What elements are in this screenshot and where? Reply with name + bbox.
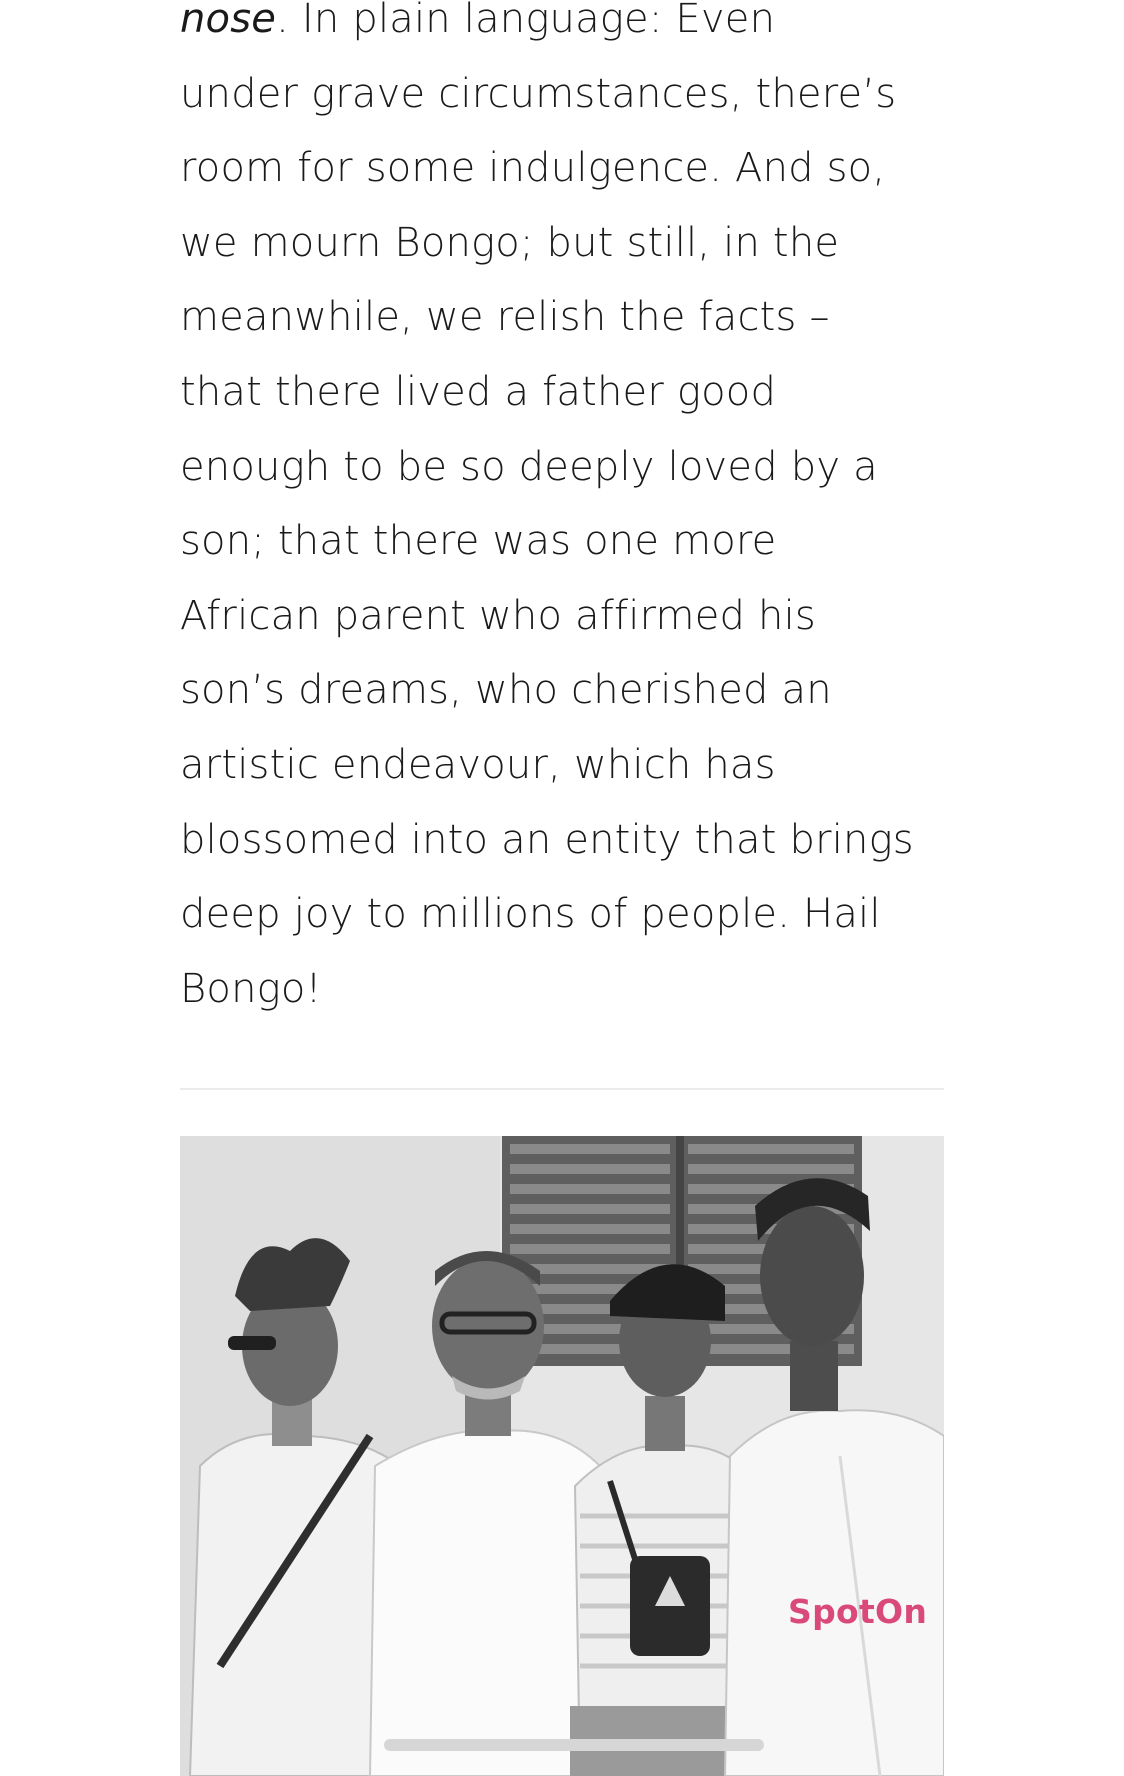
paragraph-line: African parent who affirmed his: [180, 592, 816, 639]
watermark-logo: SpotOn: [788, 1592, 928, 1631]
paragraph-line: son; that there was one more: [180, 518, 777, 565]
paragraph-line: blossomed into an entity that brings: [180, 816, 914, 863]
group-photo-illustration: [180, 1136, 944, 1776]
paragraph-line: deep joy to millions of people. Hail: [180, 891, 881, 938]
paragraph-line: room for some indulgence. And so,: [180, 145, 886, 192]
paragraph-line: enough to be so deeply loved by a: [180, 443, 878, 490]
paragraph-line: that there lived a father good: [180, 368, 777, 415]
paragraph-line: under grave circumstances, there’s: [180, 70, 897, 117]
paragraph-line: artistic endeavour, which has: [180, 741, 776, 788]
section-divider: [180, 1088, 944, 1090]
italic-word: nose: [180, 0, 277, 42]
home-indicator-bar[interactable]: [384, 1739, 764, 1751]
article-photo: [180, 1136, 944, 1776]
paragraph-line: son’s dreams, who cherished an: [180, 667, 832, 714]
paragraph-line: meanwhile, we relish the facts –: [180, 294, 830, 341]
paragraph-line: Bongo!: [180, 965, 322, 1012]
paragraph-line: nose. In plain language: Even: [180, 0, 944, 57]
paragraph-line: we mourn Bongo; but still, in the: [180, 219, 840, 266]
article-paragraph: [180, 0, 944, 1026]
